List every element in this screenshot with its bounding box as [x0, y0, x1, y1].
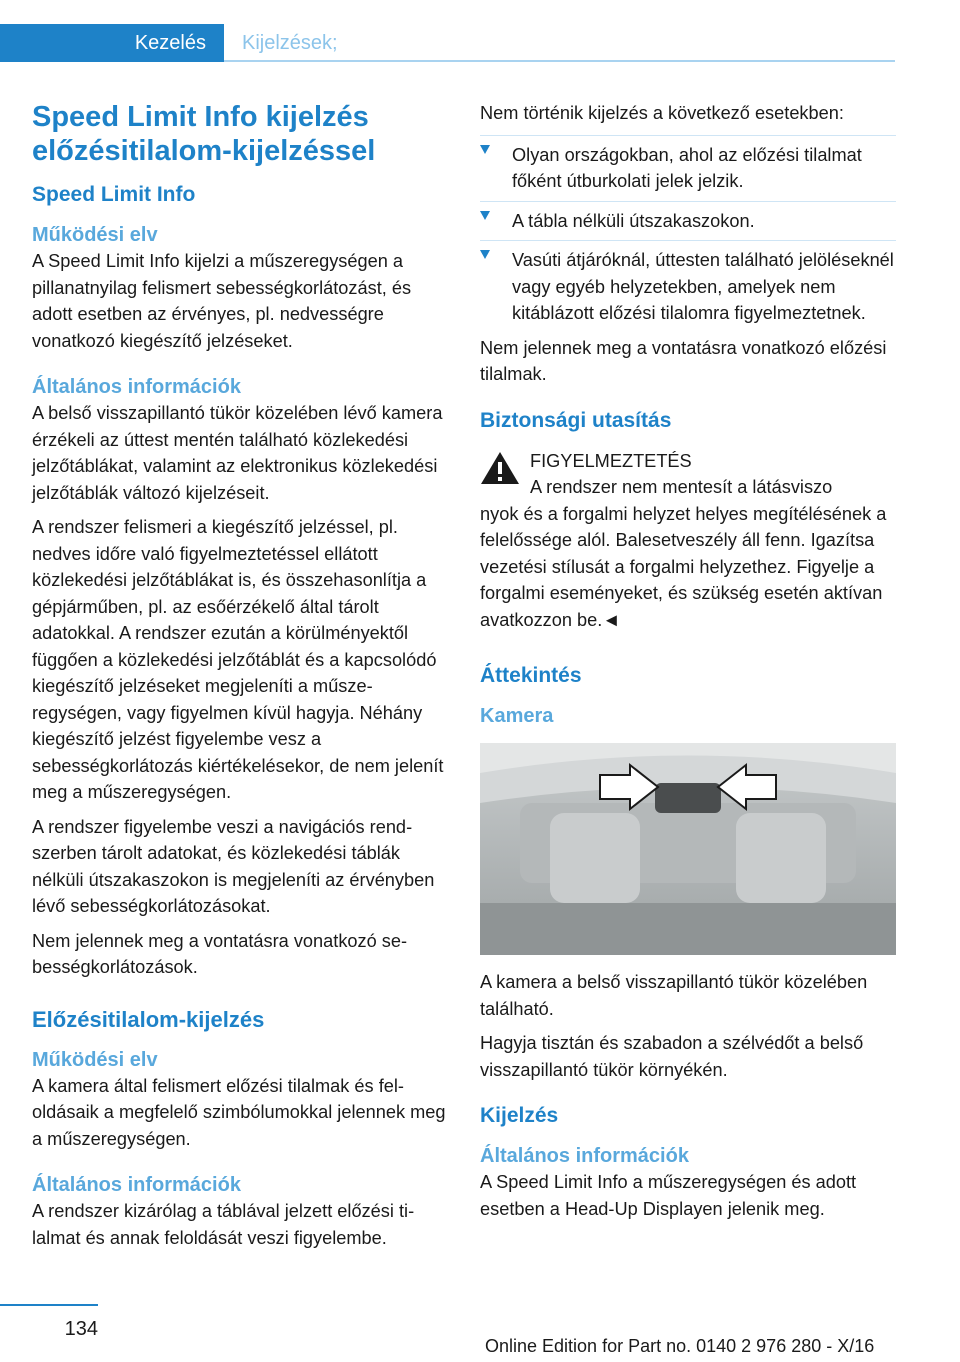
section-heading-overview: Áttekintés [480, 664, 582, 687]
header-rule [224, 60, 895, 62]
warning-text: A rendszer nem mentesít a látásviszo [530, 477, 833, 497]
bullet-list [480, 135, 896, 327]
paragraph: Hagyja tisztán és szabadon a szélvédőt a belső visszapillantó tükör környékén. [480, 1033, 864, 1080]
section-heading-no-overtaking: Előzésitilalom-kijelzés [32, 1006, 265, 1032]
list-item [480, 240, 896, 327]
paragraph: A rendszer figyelembe veszi a navigációs rendszerben tárolt adatokat, és közlekedési táblák nélküli útszakaszokon is megjeleníti az érvényben lévő sebességkorlátozásokat. [32, 816, 435, 916]
paragraph: A rendszer kizárólag a táblával jelzett előzési tilalmat és annak feloldását veszi figyelembe. [32, 1201, 415, 1248]
footer-rule [0, 1304, 98, 1306]
subheading-principle: Működési elv [32, 224, 158, 246]
section-heading-speed-limit: Speed Limit Info [32, 183, 196, 206]
footer-edition: Online Edition for Part no. 0140 2 976 280 - X/16 [485, 1336, 875, 1356]
tab-kezeles[interactable]: Kezelés [0, 24, 224, 62]
paragraph: A Speed Limit Info a műszeregységen és adott esetben a Head-Up Displayen jelenik meg. [480, 1172, 857, 1219]
paragraph: Nem történik kijelzés a következő esetekben: [480, 103, 844, 123]
subheading-general-info: Általános információk [32, 1174, 241, 1196]
paragraph: A kamera által felismert előzési tilalmak és feloldásaik a megfelelő szimbólumokkal jelennek meg a műszeregységen. [32, 1075, 446, 1149]
paragraph: Nem jelennek meg a vontatásra vonatkozó előzési tilalmak. [480, 337, 887, 384]
list-item-text: Olyan országokban, ahol az előzési tilalmat főként útburkolati jelek jelzik. [512, 144, 862, 191]
left-column [32, 100, 452, 1259]
top-navigation [0, 0, 960, 62]
section-heading-display: Kijelzés [480, 1104, 559, 1127]
tab-kijelzesek[interactable]: Kijelzések; [242, 32, 338, 54]
list-item [480, 135, 896, 195]
paragraph: A rendszer felismeri a kiegészítő jelzéssel, pl. nedves időre való figyelmeztetéssel ellátott közlekedési jelzőtáblákat is, és összehasonlítja a gépjárműben, pl. az esőérzékelő által tárolt adatokkal. A rendszer ezután a körülményektől függően a közlekedési jelzőtáblát és a kapcsolódó kiegészítő jelzéseket megjeleníti a műszeregységen, vagy figyelmen kívül hagyja. Néhány kiegészítő jelzést figyelembe vesz a sebességkorlátozás kiértékelésekor, de nem jelenít meg a műszeregységen. [32, 517, 444, 802]
subheading-camera: Kamera [480, 705, 554, 727]
warning-text-continued: nyok és a forgalmi helyzet helyes megítélésének a felelőssége alól. Balesetveszély áll fenn. Igazítsa vezetési stílusát a forgalmi helyzethez. Figyelje a forgalmi eseményeket, és szükség esetén aktívan avatkozzon be.◄ [480, 503, 887, 630]
triangle-bullet-icon [480, 250, 490, 259]
paragraph: A Speed Limit Info kijelzi a műszeregységen a pillanatnyilag felismert sebességkorlátozást, és adott esetben az érvényes, pl. nedvességre vonatkozó kiegészítő jelzéseket. [32, 251, 412, 351]
car-interior-camera-photo [480, 743, 896, 955]
page-title: Speed Limit Info kijelzés előzésitilalom-kijelzéssel [32, 101, 376, 167]
right-column [480, 100, 896, 1230]
triangle-bullet-icon [480, 211, 490, 220]
page-number: 134 [64, 1318, 98, 1340]
list-item-text: Vasúti átjáróknál, úttesten található jelöléseknél vagy egyéb helyzetekben, amelyek nem kitáblázott előzési tilalomra figyelmeztetnek. [512, 250, 894, 323]
subheading-general-info: Általános információk [480, 1145, 689, 1167]
paragraph: A belső visszapillantó tükör közelében lévő kamera érzékeli az úttest mentén található közlekedési jelzőtáblákat, valamint az elektronikus közlekedési jelzőtáblák változó kijelzéseit. [32, 403, 443, 503]
triangle-bullet-icon [480, 145, 490, 154]
warning-triangle-icon [480, 450, 520, 486]
subheading-principle: Működési elv [32, 1048, 158, 1071]
list-item-text: A tábla nélküli útszakaszokon. [512, 210, 755, 231]
warning-box [480, 448, 896, 634]
section-heading-safety: Biztonsági utasítás [480, 408, 672, 432]
paragraph: Nem jelennek meg a vontatásra vonatkozó sebességkorlátozások. [32, 930, 408, 977]
subheading-general-info: Általános információk [32, 376, 241, 398]
list-item [480, 201, 896, 235]
warning-title: FIGYELMEZTETÉS [530, 450, 692, 471]
paragraph: A kamera a belső visszapillantó tükör közelében található. [480, 972, 868, 1019]
